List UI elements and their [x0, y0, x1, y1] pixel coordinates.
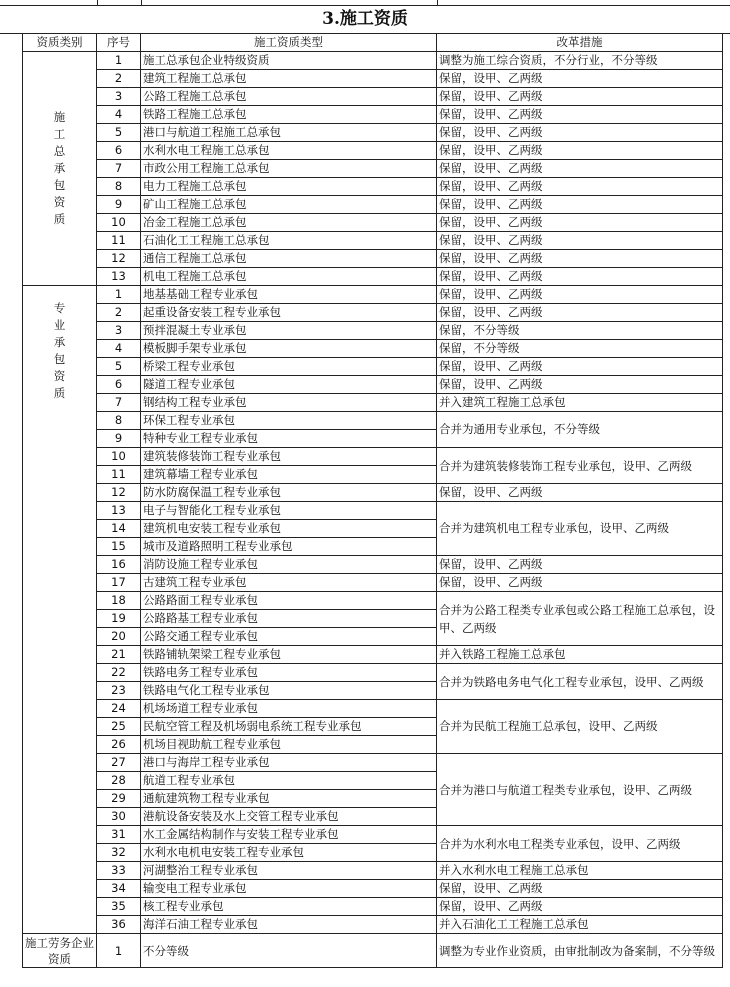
row-number: 5 — [97, 124, 141, 142]
table-row — [23, 394, 723, 412]
reform-measure: 合并为民航工程施工总承包，设甲、乙两级 — [437, 700, 723, 754]
qualification-type: 建筑工程施工总承包 — [141, 70, 437, 88]
qualification-type: 矿山工程施工总承包 — [141, 196, 437, 214]
qualification-type: 河湖整治工程专业承包 — [141, 862, 437, 880]
category-label: 施工总承包资质 — [53, 110, 66, 226]
row-number: 34 — [97, 880, 141, 898]
reform-measure: 合并为通用专业承包，不分等级 — [437, 412, 723, 448]
row-number: 30 — [97, 808, 141, 826]
row-number: 10 — [97, 448, 141, 466]
table-row — [23, 592, 723, 610]
qualification-table — [22, 33, 723, 968]
reform-measure: 调整为专业作业资质，由审批制改为备案制，不分等级 — [437, 934, 723, 968]
reform-measure: 保留，设甲、乙两级 — [437, 70, 723, 88]
qualification-type: 港航设备安装及水上交管工程专业承包 — [141, 808, 437, 826]
row-number: 6 — [97, 142, 141, 160]
reform-measure: 保留，不分等级 — [437, 340, 723, 358]
qualification-type: 电力工程施工总承包 — [141, 178, 437, 196]
qualification-type: 预拌混凝土专业承包 — [141, 322, 437, 340]
table-row — [23, 178, 723, 196]
row-number: 2 — [97, 70, 141, 88]
row-number: 28 — [97, 772, 141, 790]
row-number: 1 — [97, 52, 141, 70]
table-row — [23, 556, 723, 574]
row-number: 24 — [97, 700, 141, 718]
row-number: 4 — [97, 340, 141, 358]
qualification-type: 电子与智能化工程专业承包 — [141, 502, 437, 520]
table-row — [23, 700, 723, 718]
category-label: 专业承包资质 — [53, 301, 66, 400]
qualification-type: 施工总承包企业特级资质 — [141, 52, 437, 70]
row-number: 35 — [97, 898, 141, 916]
table-row — [23, 484, 723, 502]
qualification-type: 防水防腐保温工程专业承包 — [141, 484, 437, 502]
reform-measure: 保留，设甲、乙两级 — [437, 484, 723, 502]
row-number: 13 — [97, 502, 141, 520]
table-row — [23, 412, 723, 430]
qualification-type: 公路路基工程专业承包 — [141, 610, 437, 628]
reform-measure: 并入水利水电工程施工总承包 — [437, 862, 723, 880]
reform-measure: 保留，设甲、乙两级 — [437, 556, 723, 574]
table-row — [23, 142, 723, 160]
table-row — [23, 286, 723, 304]
reform-measure: 保留，设甲、乙两级 — [437, 142, 723, 160]
category-cell — [23, 286, 97, 934]
header-type: 施工资质类型 — [141, 34, 437, 52]
reform-measure: 保留，不分等级 — [437, 322, 723, 340]
qualification-type: 建筑机电安装工程专业承包 — [141, 520, 437, 538]
row-number: 3 — [97, 322, 141, 340]
row-number: 19 — [97, 610, 141, 628]
row-number: 11 — [97, 232, 141, 250]
qualification-type: 机电工程施工总承包 — [141, 268, 437, 286]
qualification-type: 输变电工程专业承包 — [141, 880, 437, 898]
reform-measure: 合并为建筑装修装饰工程专业承包，设甲、乙两级 — [437, 448, 723, 484]
row-number: 4 — [97, 106, 141, 124]
row-number: 36 — [97, 916, 141, 934]
table-row — [23, 268, 723, 286]
reform-measure: 保留，设甲、乙两级 — [437, 250, 723, 268]
row-number: 3 — [97, 88, 141, 106]
table-row — [23, 304, 723, 322]
row-number: 7 — [97, 160, 141, 178]
table-header-row — [23, 34, 723, 52]
table-row — [23, 106, 723, 124]
qualification-type: 古建筑工程专业承包 — [141, 574, 437, 592]
table-row — [23, 826, 723, 844]
qualification-type: 铁路电气化工程专业承包 — [141, 682, 437, 700]
qualification-type: 机场目视助航工程专业承包 — [141, 736, 437, 754]
reform-measure: 合并为铁路电务电气化工程专业承包，设甲、乙两级 — [437, 664, 723, 700]
table-row — [23, 322, 723, 340]
qualification-type: 水利水电机电安装工程专业承包 — [141, 844, 437, 862]
qualification-type: 建筑幕墙工程专业承包 — [141, 466, 437, 484]
row-number: 22 — [97, 664, 141, 682]
qualification-type: 铁路铺轨架梁工程专业承包 — [141, 646, 437, 664]
row-number: 12 — [97, 250, 141, 268]
table-row — [23, 574, 723, 592]
table-row — [23, 250, 723, 268]
qualification-type: 模板脚手架专业承包 — [141, 340, 437, 358]
qualification-type: 航道工程专业承包 — [141, 772, 437, 790]
reform-measure: 合并为公路工程类专业承包或公路工程施工总承包，设甲、乙两级 — [437, 592, 723, 646]
qualification-type: 特种专业工程专业承包 — [141, 430, 437, 448]
row-number: 23 — [97, 682, 141, 700]
table-row — [23, 70, 723, 88]
reform-measure: 保留，设甲、乙两级 — [437, 232, 723, 250]
table-row — [23, 898, 723, 916]
qualification-type: 公路工程施工总承包 — [141, 88, 437, 106]
qualification-type: 地基基础工程专业承包 — [141, 286, 437, 304]
reform-measure: 保留，设甲、乙两级 — [437, 214, 723, 232]
category-cell — [23, 52, 97, 286]
row-number: 21 — [97, 646, 141, 664]
qualification-type: 机场场道工程专业承包 — [141, 700, 437, 718]
row-number: 17 — [97, 574, 141, 592]
row-number: 7 — [97, 394, 141, 412]
table-row — [23, 160, 723, 178]
reform-measure: 保留，设甲、乙两级 — [437, 268, 723, 286]
qualification-type: 通航建筑物工程专业承包 — [141, 790, 437, 808]
table-row — [23, 376, 723, 394]
reform-measure: 并入建筑工程施工总承包 — [437, 394, 723, 412]
qualification-type: 冶金工程施工总承包 — [141, 214, 437, 232]
table-row — [23, 52, 723, 70]
reform-measure: 并入石油化工工程施工总承包 — [437, 916, 723, 934]
row-number: 5 — [97, 358, 141, 376]
reform-measure: 保留，设甲、乙两级 — [437, 304, 723, 322]
row-number: 16 — [97, 556, 141, 574]
row-number: 29 — [97, 790, 141, 808]
qualification-type: 港口与海岸工程专业承包 — [141, 754, 437, 772]
category-cell: 施工劳务企业资质 — [23, 934, 97, 968]
qualification-type: 公路交通工程专业承包 — [141, 628, 437, 646]
row-number: 32 — [97, 844, 141, 862]
table-row — [23, 934, 723, 968]
row-number: 1 — [97, 934, 141, 968]
row-number: 31 — [97, 826, 141, 844]
row-number: 1 — [97, 286, 141, 304]
reform-measure: 保留，设甲、乙两级 — [437, 358, 723, 376]
table-row — [23, 214, 723, 232]
reform-measure: 保留，设甲、乙两级 — [437, 574, 723, 592]
reform-measure: 合并为水利水电工程类专业承包，设甲、乙两级 — [437, 826, 723, 862]
table-row — [23, 646, 723, 664]
qualification-type: 水工金属结构制作与安装工程专业承包 — [141, 826, 437, 844]
table-row — [23, 880, 723, 898]
qualification-type: 海洋石油工程专业承包 — [141, 916, 437, 934]
qualification-type: 铁路电务工程专业承包 — [141, 664, 437, 682]
row-number: 10 — [97, 214, 141, 232]
row-number: 9 — [97, 430, 141, 448]
qualification-type: 核工程专业承包 — [141, 898, 437, 916]
qualification-type: 公路路面工程专业承包 — [141, 592, 437, 610]
table-row — [23, 196, 723, 214]
row-number: 14 — [97, 520, 141, 538]
reform-measure: 保留，设甲、乙两级 — [437, 196, 723, 214]
row-number: 11 — [97, 466, 141, 484]
qualification-type: 港口与航道工程施工总承包 — [141, 124, 437, 142]
row-number: 12 — [97, 484, 141, 502]
table-row — [23, 124, 723, 142]
qualification-type: 起重设备安装工程专业承包 — [141, 304, 437, 322]
table-row — [23, 502, 723, 520]
qualification-type: 不分等级 — [141, 934, 437, 968]
table-row — [23, 754, 723, 772]
reform-measure: 保留，设甲、乙两级 — [437, 880, 723, 898]
table-row — [23, 88, 723, 106]
reform-measure: 保留，设甲、乙两级 — [437, 286, 723, 304]
row-number: 26 — [97, 736, 141, 754]
reform-measure: 合并为建筑机电工程专业承包，设甲、乙两级 — [437, 502, 723, 556]
qualification-type: 通信工程施工总承包 — [141, 250, 437, 268]
row-number: 8 — [97, 412, 141, 430]
reform-measure: 保留，设甲、乙两级 — [437, 178, 723, 196]
qualification-type: 水利水电工程施工总承包 — [141, 142, 437, 160]
row-number: 8 — [97, 178, 141, 196]
qualification-type: 城市及道路照明工程专业承包 — [141, 538, 437, 556]
qualification-type: 石油化工工程施工总承包 — [141, 232, 437, 250]
header-measure: 改革措施 — [437, 34, 723, 52]
row-number: 13 — [97, 268, 141, 286]
table-row — [23, 232, 723, 250]
table-row — [23, 916, 723, 934]
qualification-type: 民航空管工程及机场弱电系统工程专业承包 — [141, 718, 437, 736]
reform-measure: 并入铁路工程施工总承包 — [437, 646, 723, 664]
header-category: 资质类别 — [23, 34, 97, 52]
row-number: 9 — [97, 196, 141, 214]
row-number: 20 — [97, 628, 141, 646]
row-number: 27 — [97, 754, 141, 772]
row-number: 15 — [97, 538, 141, 556]
table-row — [23, 340, 723, 358]
row-number: 18 — [97, 592, 141, 610]
reform-measure: 保留，设甲、乙两级 — [437, 124, 723, 142]
qualification-type: 桥梁工程专业承包 — [141, 358, 437, 376]
qualification-type: 建筑装修装饰工程专业承包 — [141, 448, 437, 466]
reform-measure: 保留，设甲、乙两级 — [437, 376, 723, 394]
reform-measure: 保留，设甲、乙两级 — [437, 88, 723, 106]
row-number: 6 — [97, 376, 141, 394]
reform-measure: 保留，设甲、乙两级 — [437, 160, 723, 178]
qualification-type: 消防设施工程专业承包 — [141, 556, 437, 574]
qualification-type: 环保工程专业承包 — [141, 412, 437, 430]
row-number: 33 — [97, 862, 141, 880]
reform-measure: 合并为港口与航道工程类专业承包，设甲、乙两级 — [437, 754, 723, 826]
reform-measure: 保留，设甲、乙两级 — [437, 898, 723, 916]
header-number: 序号 — [97, 34, 141, 52]
qualification-type: 钢结构工程专业承包 — [141, 394, 437, 412]
reform-measure: 调整为施工综合资质，不分行业，不分等级 — [437, 52, 723, 70]
row-number: 2 — [97, 304, 141, 322]
table-row — [23, 448, 723, 466]
row-number: 25 — [97, 718, 141, 736]
table-row — [23, 862, 723, 880]
qualification-type: 铁路工程施工总承包 — [141, 106, 437, 124]
qualification-type: 市政公用工程施工总承包 — [141, 160, 437, 178]
reform-measure: 保留，设甲、乙两级 — [437, 106, 723, 124]
table-row — [23, 664, 723, 682]
section-title: 3.施工资质 — [0, 6, 730, 34]
table-row — [23, 358, 723, 376]
qualification-type: 隧道工程专业承包 — [141, 376, 437, 394]
